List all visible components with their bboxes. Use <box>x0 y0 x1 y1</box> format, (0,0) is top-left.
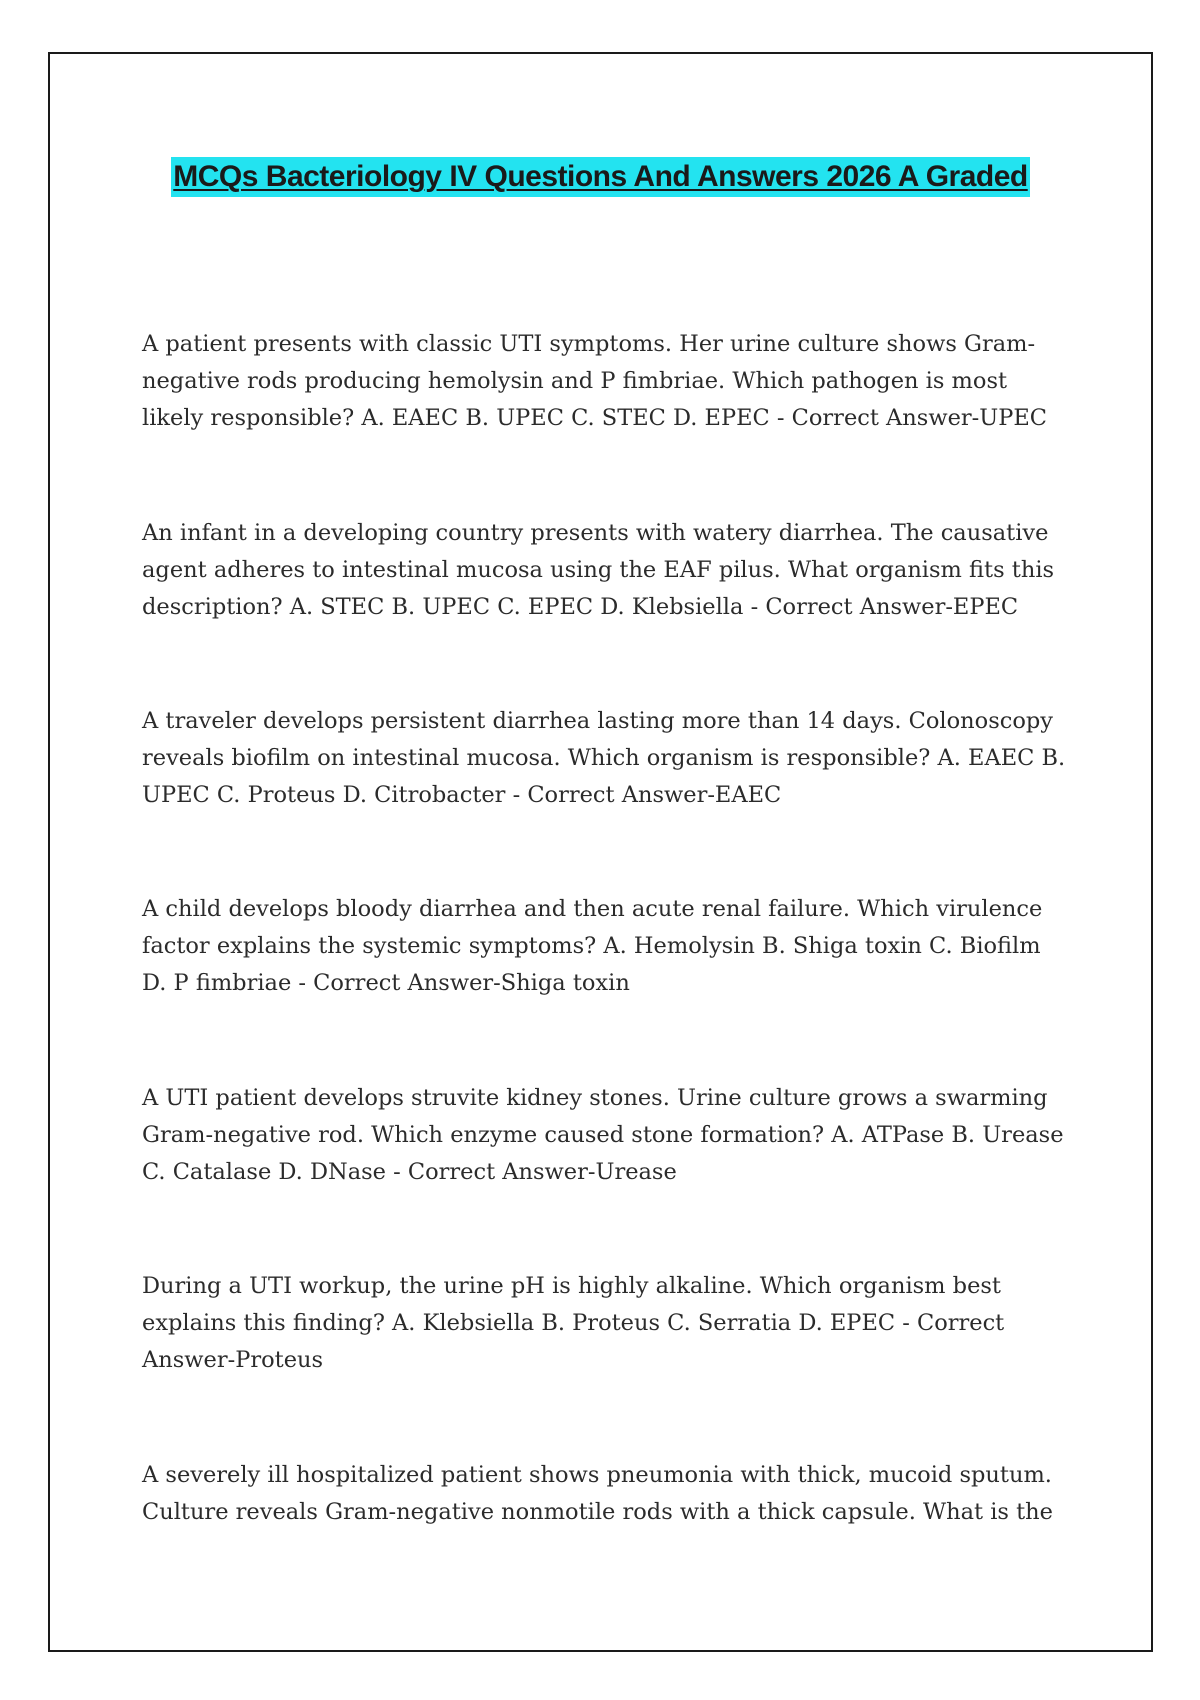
question-item: A severely ill hospitalized patient shows pneumonia with thick, mucoid sputum. Culture reveals Gram-negative nonmotile rods with a thick capsule. What is the <box>142 1462 1053 1525</box>
question-item: During a UTI workup, the urine pH is highly alkaline. Which organism best explains this finding? A. Klebsiella B. Proteus C. Serratia D. EPEC - Correct Answer-Proteus <box>142 1273 1005 1373</box>
title-container <box>50 157 1151 197</box>
question-item: A UTI patient develops struvite kidney stones. Urine culture grows a swarming Gram-negative rod. Which enzyme caused stone formation? A. ATPase B. Urease C. Catalase D. DNase - Correct Answer-Urease <box>142 1085 1064 1185</box>
question-item: A child develops bloody diarrhea and then acute renal failure. Which virulence factor explains the systemic symptoms? A. Hemolysin B. Shiga toxin C. Biofilm D. P fimbriae - Correct Answer-Shiga toxin <box>142 896 1043 996</box>
document-title: MCQs Bacteriology IV Questions And Answers 2026 A Graded <box>171 157 1029 197</box>
question-item: A traveler develops persistent diarrhea lasting more than 14 days. Colonoscopy reveals biofilm on intestinal mucosa. Which organism is responsible? A. EAEC B. UPEC C. Proteus D. Citrobacter - Correct Answer-EAEC <box>142 708 1066 808</box>
question-item: A patient presents with classic UTI symptoms. Her urine culture shows Gram-negative rods producing hemolysin and P fimbriae. Which pathogen is most likely responsible? A. EAEC B. UPEC C. STEC D. EPEC - Correct Answer-UPEC <box>142 331 1048 431</box>
document-page <box>48 52 1153 1652</box>
question-item: An infant in a developing country presents with watery diarrhea. The causative agent adheres to intestinal mucosa using the EAF pilus. What organism fits this description? A. STEC B. UPEC C. EPEC D. Klebsiella - Correct Answer-EPEC <box>142 520 1055 620</box>
